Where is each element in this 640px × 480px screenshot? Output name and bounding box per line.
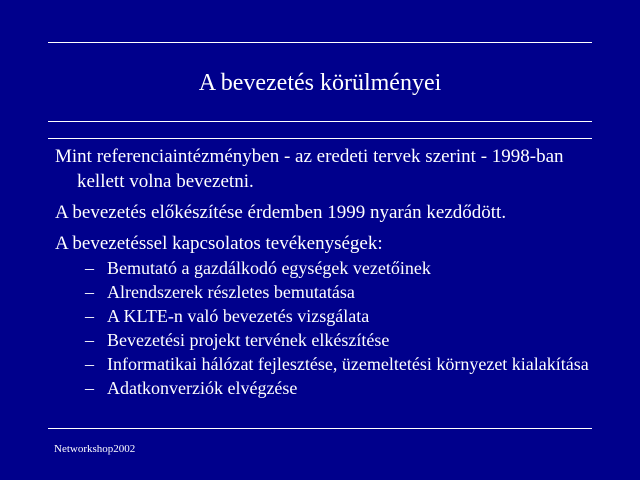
dash-marker: – (85, 306, 94, 326)
dash-marker: – (85, 258, 94, 278)
list-item (85, 283, 615, 302)
list-item (85, 259, 615, 278)
list-item-text: Bevezetési projekt tervének elkészítése (107, 330, 390, 350)
bullet-preparation-start: A bevezetés előkészítése érdemben 1999 nyarán kezdődött. (55, 202, 507, 223)
footer-divider (48, 428, 592, 429)
list-item-text: Informatikai hálózat fejlesztése, üzemeltetési környezet kialakítása (107, 354, 589, 374)
dash-marker: – (85, 378, 94, 398)
bullet-reference-institution: Mint referenciaintézményben - az eredeti tervek szerint - 1998-ban kellett volna bevezetni. (55, 146, 564, 192)
list-item (85, 307, 615, 326)
list-item-text: Alrendszerek részletes bemutatása (107, 282, 355, 302)
dash-marker: – (85, 282, 94, 302)
title-divider-upper (48, 121, 592, 122)
list-item-text: Bemutató a gazdálkodó egységek vezetőinek (107, 258, 431, 278)
list-item (85, 355, 615, 374)
list-item-text: A KLTE-n való bevezetés vizsgálata (107, 306, 370, 326)
top-divider (48, 42, 592, 43)
slide-title: A bevezetés körülményei (198, 70, 442, 96)
dash-marker: – (85, 330, 94, 350)
bullet-activities-heading: A bevezetéssel kapcsolatos tevékenységek: (55, 233, 383, 254)
list-item (85, 331, 615, 350)
list-item (85, 379, 615, 398)
footer-label: Networkshop2002 (54, 443, 136, 455)
title-divider-lower (48, 138, 592, 139)
list-item-text: Adatkonverziók elvégzése (107, 378, 298, 398)
activities-list (85, 259, 615, 398)
slide-body (55, 144, 615, 403)
dash-marker: – (85, 354, 94, 374)
